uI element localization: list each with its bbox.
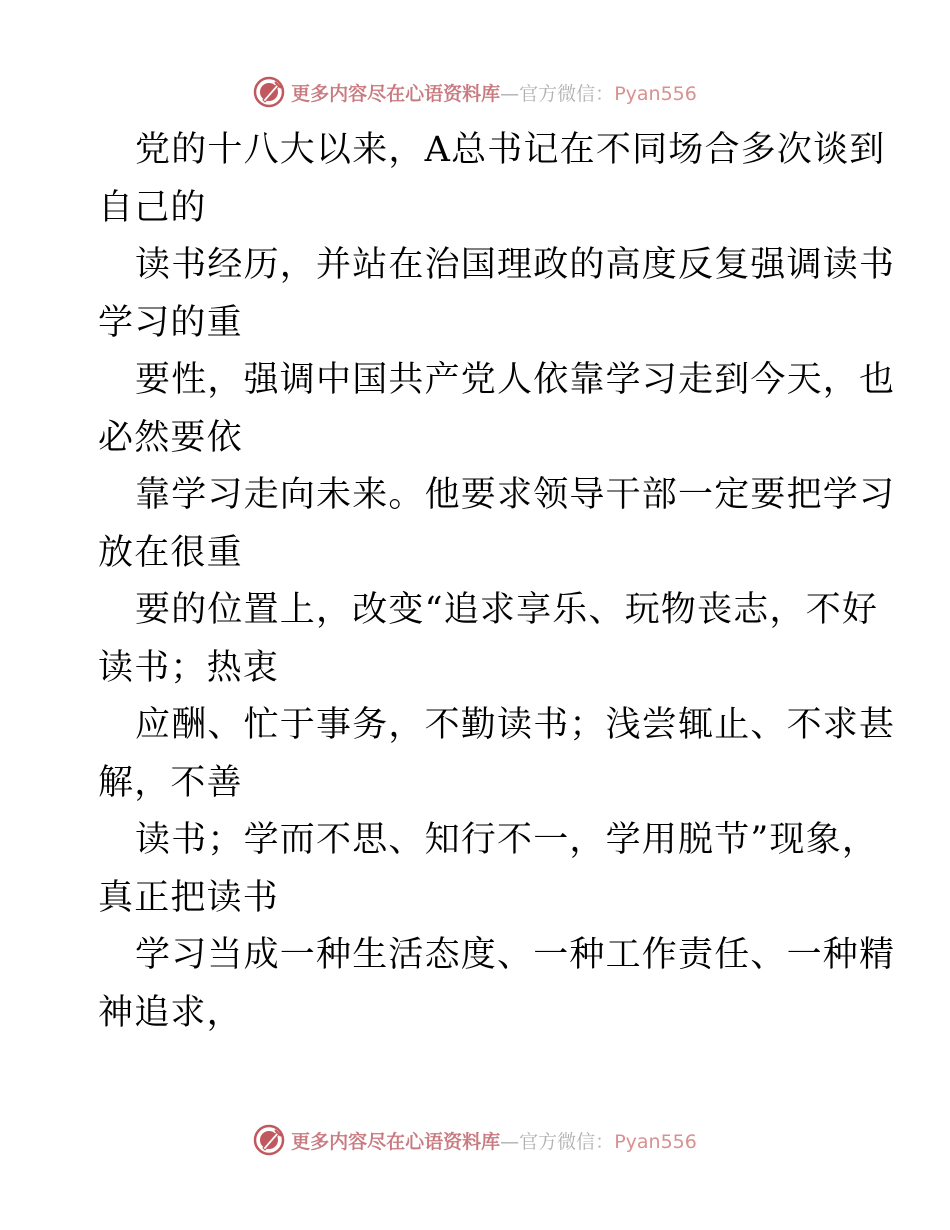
- watermark-wechat-id: Pyan556: [614, 1130, 697, 1153]
- body-text-line: 必然要依: [98, 417, 243, 458]
- pen-logo-icon: [253, 76, 285, 108]
- header-watermark: [0, 72, 950, 112]
- pen-logo-icon: [253, 1124, 285, 1156]
- body-text-line: 读书经历，并站在治国理政的高度反复强调读书: [135, 245, 896, 285]
- document-body: [98, 122, 896, 1042]
- watermark-text: [291, 79, 697, 106]
- watermark-wechat-id: Pyan556: [614, 82, 697, 105]
- watermark-label: 官方微信：: [519, 82, 615, 105]
- body-text-line: 读书；热衷: [98, 647, 280, 688]
- footer-watermark: [0, 1120, 950, 1160]
- body-text-line: 应酬、忙于事务，不勤读书；浅尝辄止、不求甚: [135, 705, 896, 745]
- body-text-line: 放在很重: [98, 532, 243, 573]
- body-text-line: 靠学习走向未来。他要求领导干部一定要把学习: [135, 475, 896, 515]
- body-text-line: 学习当成一种生活态度、一种工作责任、一种精: [135, 935, 896, 975]
- body-text-line: 神追求，: [98, 992, 243, 1033]
- body-text-line: 自己的: [98, 187, 207, 228]
- body-text-line: 真正把读书: [98, 877, 280, 918]
- body-text-line: 解，不善: [98, 762, 243, 803]
- body-text-line: 党的十八大以来，A总书记在不同场合多次谈到: [135, 130, 886, 170]
- watermark-text: [291, 1127, 697, 1154]
- body-text-line: 读书；学而不思、知行不一，学用脱节”现象，: [135, 820, 879, 860]
- body-text-line: 要性，强调中国共产党人依靠学习走到今天，也: [135, 360, 896, 400]
- watermark-label: 官方微信：: [519, 1130, 615, 1153]
- watermark-separator: —: [500, 82, 520, 105]
- watermark-brand: 更多内容尽在心语资料库: [291, 1130, 501, 1153]
- watermark-brand: 更多内容尽在心语资料库: [291, 82, 501, 105]
- watermark-separator: —: [500, 1130, 520, 1153]
- body-text-line: 要的位置上，改变“追求享乐、玩物丧志，不好: [135, 590, 879, 630]
- body-text-line: 学习的重: [98, 302, 243, 343]
